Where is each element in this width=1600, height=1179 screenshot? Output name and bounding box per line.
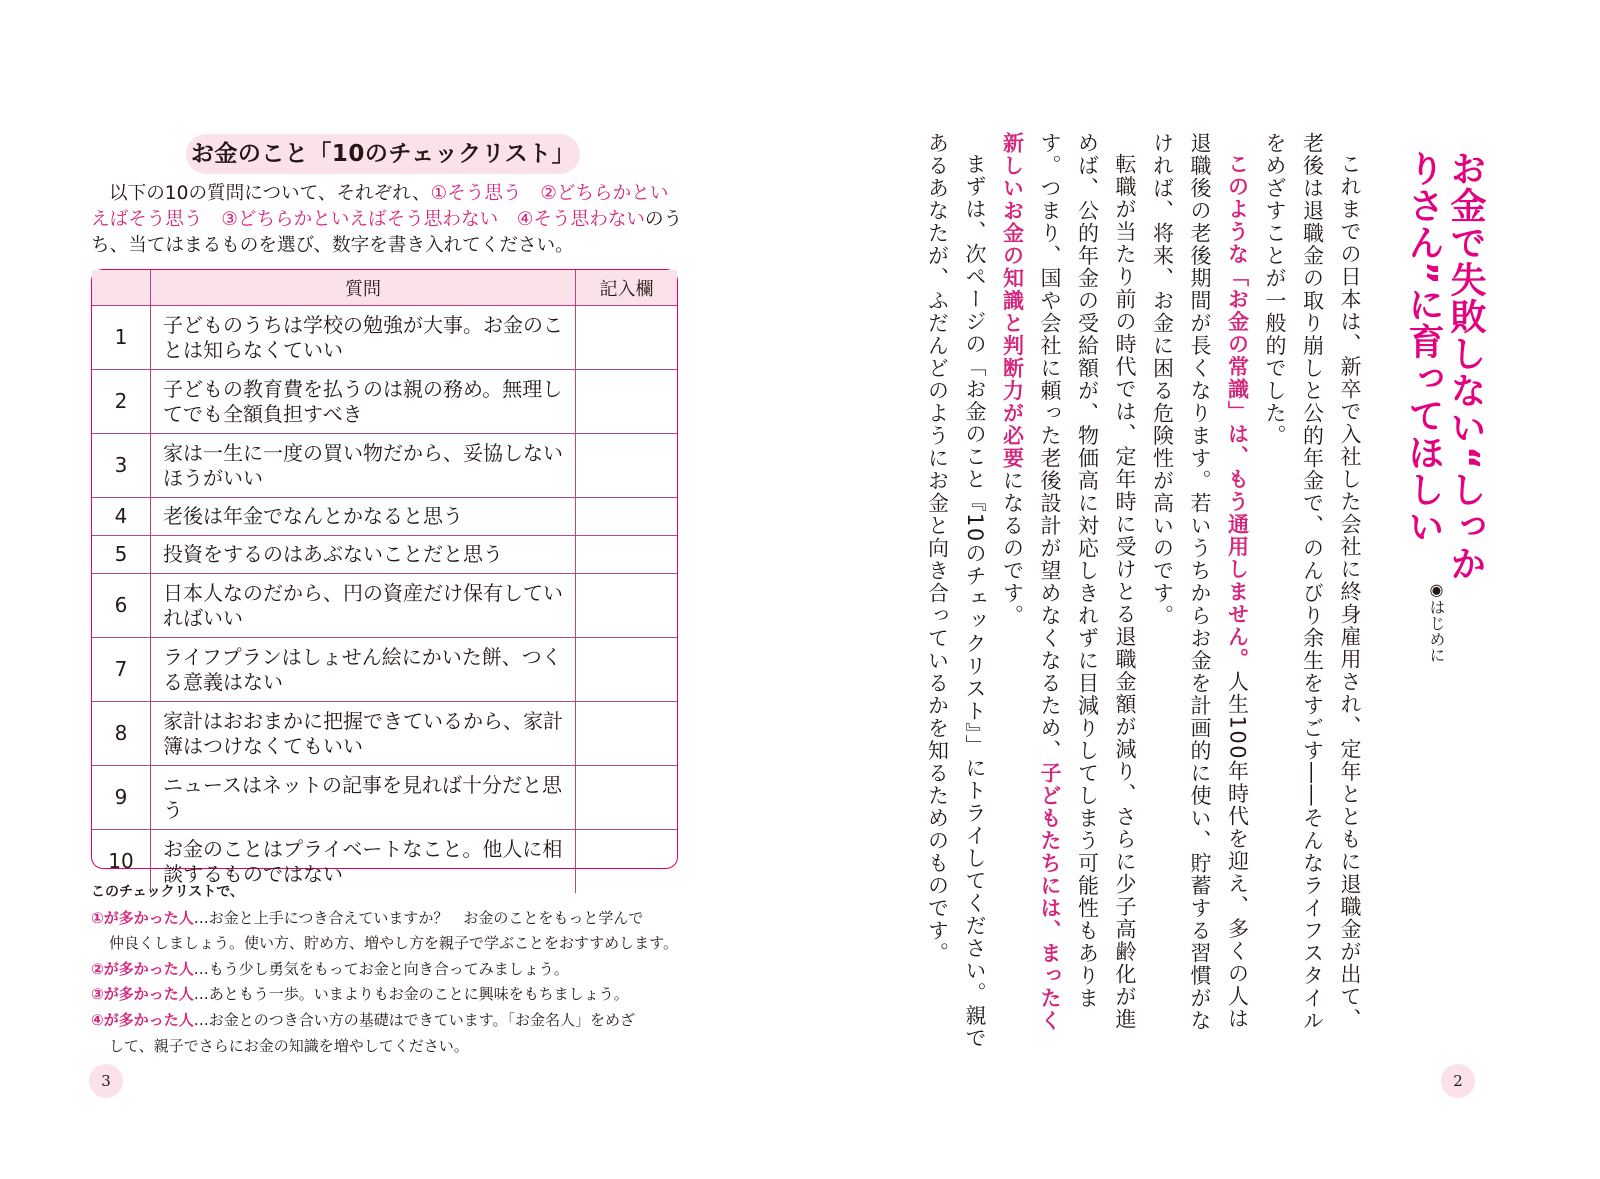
page-number-left: 3 [89, 1064, 123, 1098]
paragraph-3-end: になるのです。 [1000, 469, 1025, 627]
header-memo: 記入欄 [576, 270, 678, 306]
note-3-text: …あともう一歩。いまよりもお金のことに興味をもちましょう。 [193, 985, 629, 1004]
note-4-text-cont: して、親子でさらにお金の知識を増やしてください。 [109, 1036, 469, 1055]
intro-text-end: のうち、当てはまるものを選び、数字を書き入れてください。 [91, 209, 683, 256]
note-4-label: ④が多かった人 [91, 1010, 194, 1029]
intro-title: お金で失敗しない“しっかりさん”に育ってほしい [1403, 150, 1486, 582]
note-3-label: ③が多かった人 [91, 985, 194, 1004]
row-number: 6 [92, 574, 151, 638]
row-number: 4 [92, 498, 151, 536]
row-question: 家計はおおまかに把握できているから、家計簿はつけなくてもいい [151, 702, 576, 766]
header-question: 質問 [151, 270, 576, 306]
row-question: 老後は年金でなんとかなると思う [151, 498, 576, 536]
row-number: 5 [92, 536, 151, 574]
note-2-text: …もう少し勇気をもってお金と向き合ってみましょう。 [193, 959, 569, 978]
intro-body [890, 132, 1368, 1052]
paragraph-3 [993, 132, 1143, 1052]
bullet-icon: ◉ [1427, 580, 1446, 599]
row-number: 7 [92, 638, 151, 702]
row-number: 8 [92, 702, 151, 766]
row-question: お金のことはプライベートなこと。他人に相談するものではない [151, 830, 576, 894]
note-1-label: ①が多かった人 [91, 908, 194, 927]
row-question: ニュースはネットの記事を見れば十分だと思う [151, 766, 576, 830]
intro-text: 以下の10の質問について、それぞれ、 [109, 183, 431, 204]
paragraph-2-highlight: このような「お金の常識」は、もう通用しません。 [1225, 153, 1250, 671]
paragraph-3-highlight: 子どもたちには、まったく新しいお金の知識と判断力が必要 [1000, 132, 1062, 1032]
row-number: 1 [114, 325, 128, 349]
paragraph-4: まずは、次ページの「お金のこと『10のチェックリスト』」にトライしてください。親であるあなたが、ふだんどのようにお金と向き合っているかを知るためのものです。 [925, 132, 987, 1050]
row-number: 10 [92, 830, 151, 894]
note-1-text-cont: 仲良くしましょう。使い方、貯め方、増やし方を親子で学ぶことをおすすめします。 [109, 934, 678, 953]
row-number: 9 [92, 766, 151, 830]
note-2-label: ②が多かった人 [91, 959, 194, 978]
option-4: ④そう思わない [516, 209, 646, 230]
paragraph-3-text: 転職が当たり前の時代では、定年時に受けとる退職金額が減り、さらに少子高齢化が進めば、公的年金の受給額が、物価高に対応しきれずに目減りしてしまう可能性もあります。つまり、国や会社に頼った老後設計が望めなくなるため、 [1038, 132, 1137, 1031]
page-number-right: 2 [1441, 1064, 1475, 1098]
paragraph-2 [1143, 132, 1256, 1052]
paragraph-2-text: 人生100年時代を迎え、多くの人は退職後の老後期間が長くなります。若いうちからお金を計画的に使い、貯蓄する習慣がなければ、将来、お金に困る危険性が高いのです。 [1150, 132, 1250, 1032]
note-1-text: …お金と上手につき合えていますか？ お金のことをもっと学んで [193, 908, 644, 927]
intro-subtitle [1425, 580, 1448, 663]
subtitle-text: はじめに [1427, 599, 1446, 663]
paragraph-1: これまでの日本は、新卒で入社した会社に終身雇用され、定年とともに退職金が出て、老後は退職金の取り崩しと公的年金で、のんびり余生をすごす――そんなライフスタイルをめざすことが一般的でした。 [1263, 132, 1362, 1032]
row-question: 子どものうちは学校の勉強が大事。お金のことは知らなくていい [151, 306, 576, 370]
note-4-text: …お金とのつき合い方の基礎はできています。「お金名人」をめざ [193, 1010, 636, 1029]
notes-lead: このチェックリストで、 [91, 884, 245, 900]
row-number: 2 [92, 370, 151, 434]
option-2: ②どちらかといえばそう思う [91, 183, 669, 230]
row-question: ライフプランはしょせん絵にかいた餅、つくる意義はない [151, 638, 576, 702]
row-question: 日本人なのだから、円の資産だけ保有していればいい [151, 574, 576, 638]
option-3: ③どちらかといえばそう思わない [221, 209, 499, 230]
row-question: 子どもの教育費を払うのは親の務め。無理してでも全額負担すべき [151, 370, 576, 434]
row-number: 3 [92, 434, 151, 498]
checklist-title: お金のこと「10のチェックリスト」 [186, 134, 580, 174]
row-question: 投資をするのはあぶないことだと思う [151, 536, 576, 574]
row-question: 家は一生に一度の買い物だから、妥協しないほうがいい [151, 434, 576, 498]
option-1: ①そう思う [430, 183, 522, 204]
